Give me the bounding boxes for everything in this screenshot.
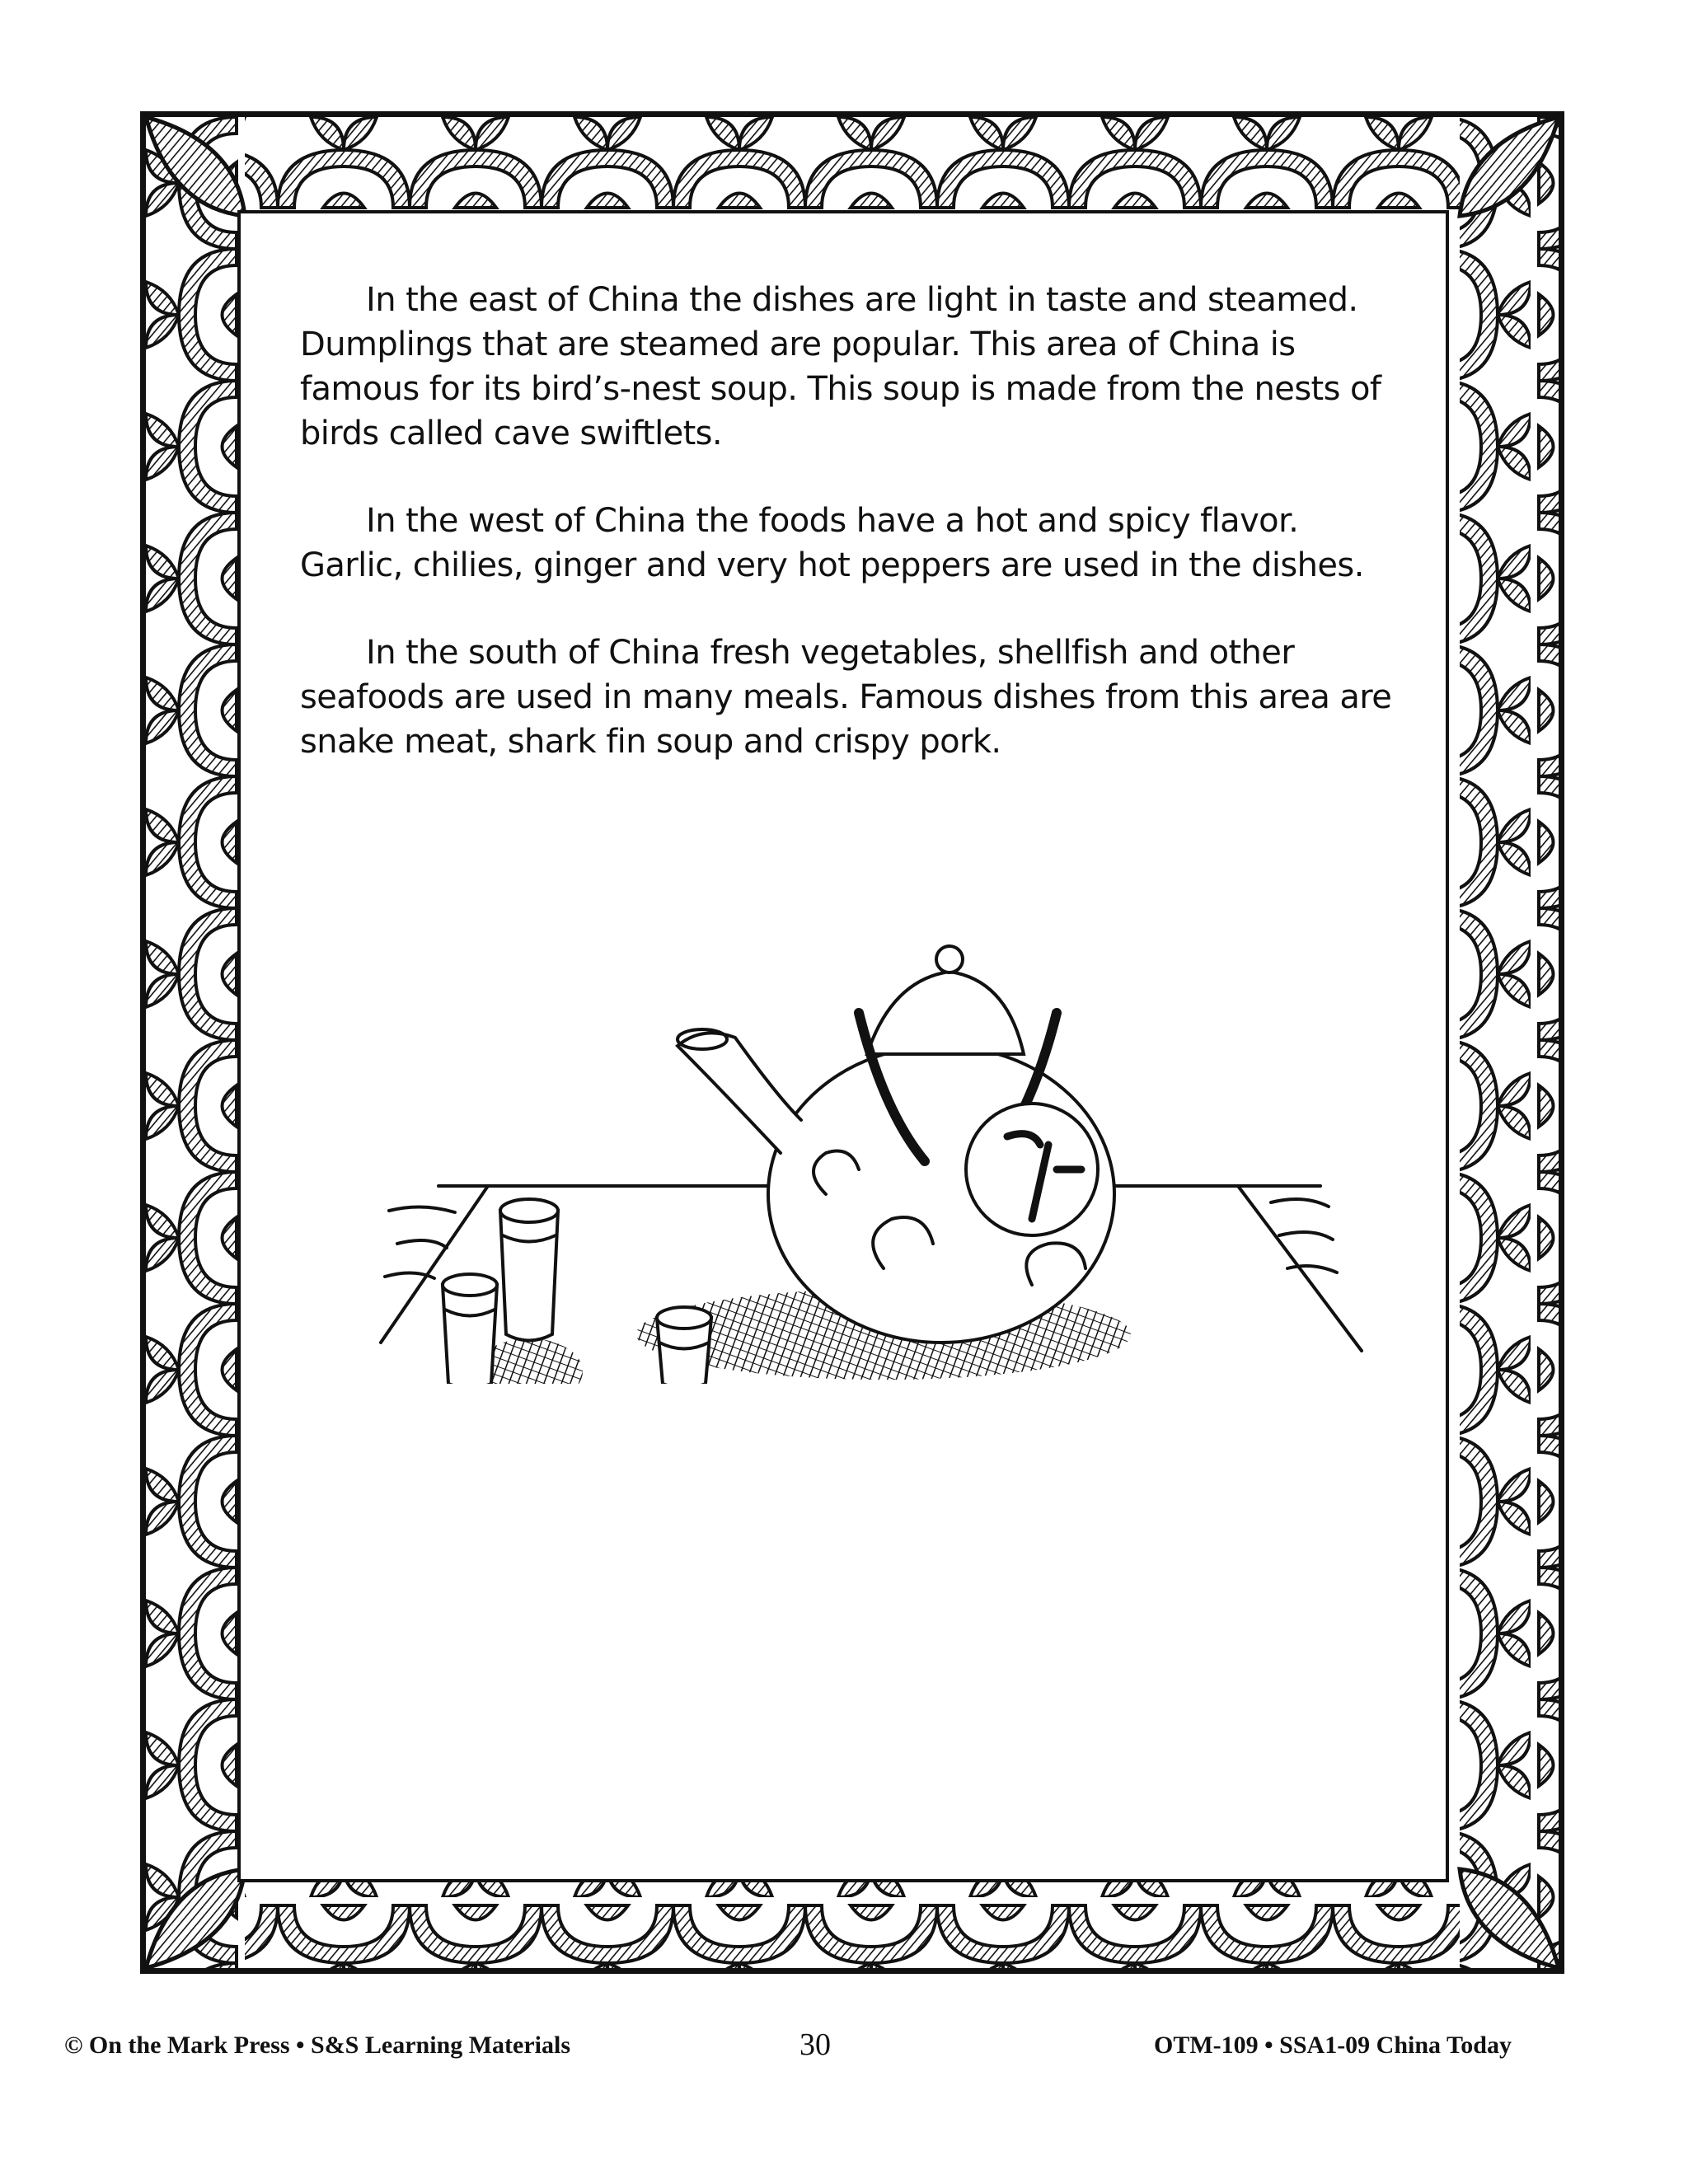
page-footer [0,2027,1688,2073]
footer-publisher: © On the Mark Press • S&S Learning Materials [64,2032,570,2059]
teapot-illustration-icon [290,922,1403,1384]
paragraph-west-china: In the west of China the foods have a hot and spicy flavor. Garlic, chilies, ginger and very hot peppers are used in the dishes. [300,502,1364,584]
paragraph-south-china: In the south of China fresh vegetables, shellfish and other seafoods are used in many meals. Famous dishes from this area are snake meat, shark fin soup and crispy pork. [300,634,1392,761]
content-panel [237,210,1449,1882]
article-text [300,278,1404,807]
footer-book-code: OTM-109 • SSA1-09 China Today [1154,2032,1512,2059]
page-number: 30 [799,2027,831,2062]
paragraph-east-china: In the east of China the dishes are light in taste and steamed. Dumplings that are steamed are popular. This area of China is famous for its bird’s-nest soup. This soup is made from the nests of birds called cave swiftlets. [300,281,1381,452]
